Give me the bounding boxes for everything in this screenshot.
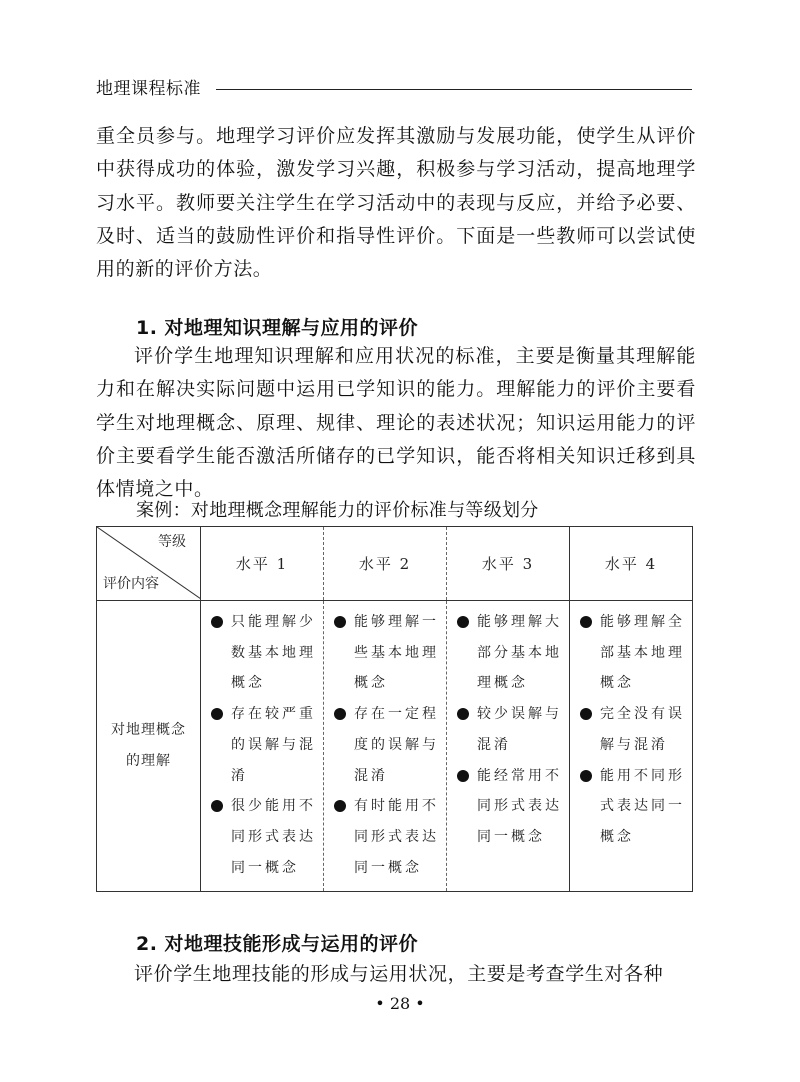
level-cell-3 — [447, 601, 570, 892]
row-label — [97, 601, 201, 892]
level-header-4: 水平 4 — [570, 527, 693, 601]
grading-table — [96, 526, 693, 892]
criterion-item: 存在较严重的误解与混淆 — [209, 699, 317, 791]
corner-label-level: 等级 — [158, 534, 186, 550]
bullet-icon — [211, 800, 223, 812]
section1-heading: 1. 对地理知识理解与应用的评价 — [136, 317, 419, 339]
level-cell-2 — [324, 601, 447, 892]
criterion-item: 存在一定程度的误解与混淆 — [332, 699, 440, 791]
bullet-icon — [211, 708, 223, 720]
criterion-item: 能够理解一些基本地理概念 — [332, 607, 440, 699]
criterion-item: 能用不同形式表达同一概念 — [578, 761, 686, 853]
level-header-2: 水平 2 — [324, 527, 447, 601]
bullet-icon — [334, 800, 346, 812]
row-label-line2: 的理解 — [126, 753, 171, 769]
criterion-item: 能经常用不同形式表达同一概念 — [455, 761, 563, 853]
criterion-item: 能够理解全部基本地理概念 — [578, 607, 686, 699]
bullet-icon — [457, 616, 469, 628]
table-corner-cell — [97, 527, 201, 601]
bullet-icon — [580, 616, 592, 628]
level-cell-1 — [201, 601, 324, 892]
bullet-icon — [457, 708, 469, 720]
bullet-icon — [334, 708, 346, 720]
level-header-1: 水平 1 — [201, 527, 324, 601]
section2-paragraph: 评价学生地理技能的形成与运用状况，主要是考查学生对各种 — [134, 963, 664, 985]
criterion-item: 能够理解大部分基本地理概念 — [455, 607, 563, 699]
corner-label-content: 评价内容 — [103, 576, 159, 592]
level-cell-4 — [570, 601, 693, 892]
criterion-item: 完全没有误解与混淆 — [578, 699, 686, 760]
section1-paragraph: 评价学生地理知识理解和应用状况的标准，主要是衡量其理解能力和在解决实际问题中运用已学知识的能力。理解能力的评价主要看学生对地理概念、原理、规律、理论的表述状况；知识运用能力的评价主要看学生能否激活所储存的已学知识，能否将相关知识迁移到具体情境之中。 — [96, 345, 696, 501]
header-rule — [216, 89, 692, 90]
bullet-icon — [211, 616, 223, 628]
intro-paragraph: 重全员参与。地理学习评价应发挥其激励与发展功能，使学生从评价中获得成功的体验，激发学习兴趣，积极参与学习活动，提高地理学习水平。教师要关注学生在学习活动中的表现与反应，并给予必要、及时、适当的鼓励性评价和指导性评价。下面是一些教师可以尝试使用的新的评价方法。 — [96, 125, 696, 281]
criterion-item: 只能理解少数基本地理概念 — [209, 607, 317, 699]
running-header — [96, 78, 692, 102]
row-label-line1: 对地理概念 — [111, 722, 186, 738]
bullet-icon — [580, 770, 592, 782]
criterion-item: 较少误解与混淆 — [455, 699, 563, 760]
criterion-item: 有时能用不同形式表达同一概念 — [332, 791, 440, 883]
bullet-icon — [580, 708, 592, 720]
page-number: • 28 • — [375, 994, 425, 1013]
header-title: 地理课程标准 — [96, 79, 201, 99]
case-caption: 案例：对地理概念理解能力的评价标准与等级划分 — [136, 500, 539, 521]
level-header-3: 水平 3 — [447, 527, 570, 601]
section2-heading: 2. 对地理技能形成与运用的评价 — [136, 933, 419, 955]
bullet-icon — [334, 616, 346, 628]
bullet-icon — [457, 770, 469, 782]
criterion-item: 很少能用不同形式表达同一概念 — [209, 791, 317, 883]
